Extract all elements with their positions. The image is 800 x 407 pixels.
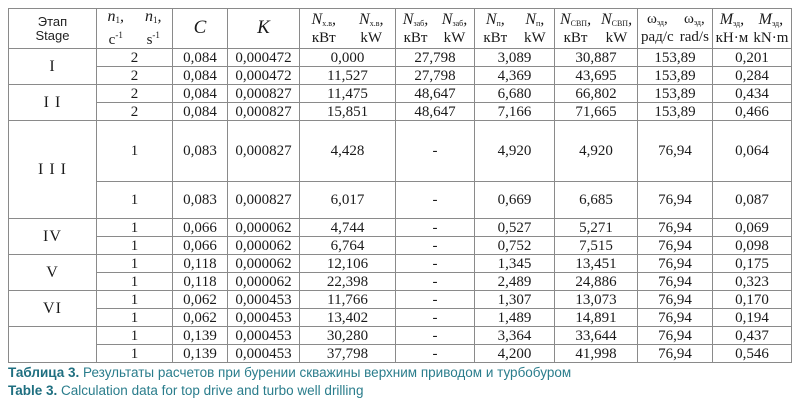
stage-cell: I I xyxy=(9,85,97,121)
table-row xyxy=(9,219,792,237)
cell-n1: 1 xyxy=(97,309,173,327)
cell-n1: 1 xyxy=(97,219,173,237)
cell-m: 0,437 xyxy=(713,327,792,345)
cell-nxv: 6,017 xyxy=(300,182,396,219)
cell-c: 0,139 xyxy=(173,327,228,345)
stage-cell: VI xyxy=(9,291,97,327)
cell-nsvp: 43,695 xyxy=(555,67,638,85)
cell-n1: 2 xyxy=(97,67,173,85)
table-row xyxy=(9,103,792,121)
cell-nxv: 11,475 xyxy=(300,85,396,103)
cell-k: 0,000062 xyxy=(228,219,300,237)
cell-c: 0,139 xyxy=(173,345,228,363)
cell-m: 0,098 xyxy=(713,237,792,255)
header-stage xyxy=(9,9,97,49)
cell-nzab: - xyxy=(396,327,475,345)
header-omega: $\omega_{эд}$, рад/с $\omega_{эд}$, rad/s xyxy=(638,9,713,49)
cell-m: 0,069 xyxy=(713,219,792,237)
cell-nzab: - xyxy=(396,273,475,291)
table-row xyxy=(9,49,792,67)
stage-cell: IV xyxy=(9,219,97,255)
cell-nn: 4,369 xyxy=(475,67,555,85)
cell-k: 0,000827 xyxy=(228,103,300,121)
cell-nzab: 27,798 xyxy=(396,49,475,67)
cell-nn: 0,669 xyxy=(475,182,555,219)
cell-c: 0,083 xyxy=(173,182,228,219)
cell-k: 0,000453 xyxy=(228,309,300,327)
cell-omega: 76,94 xyxy=(638,345,713,363)
cell-nxv: 15,851 xyxy=(300,103,396,121)
header-nzab: $N_{заб}$, кВт $N_{заб}$, kW xyxy=(396,9,475,49)
cell-n1: 1 xyxy=(97,237,173,255)
cell-c: 0,083 xyxy=(173,121,228,182)
cell-c: 0,062 xyxy=(173,309,228,327)
cell-k: 0,000827 xyxy=(228,85,300,103)
cell-nxv: 22,398 xyxy=(300,273,396,291)
cell-omega: 153,89 xyxy=(638,85,713,103)
cell-nsvp: 14,891 xyxy=(555,309,638,327)
cell-nn: 3,364 xyxy=(475,327,555,345)
calculation-data-table xyxy=(8,8,792,363)
cell-n1: 1 xyxy=(97,182,173,219)
cell-n1: 1 xyxy=(97,327,173,345)
cell-nn: 4,200 xyxy=(475,345,555,363)
caption-ru: Таблица 3. Результаты расчетов при бурении скважины верхним приводом и турбобуром xyxy=(8,365,572,380)
cell-m: 0,194 xyxy=(713,309,792,327)
cell-k: 0,000062 xyxy=(228,237,300,255)
cell-nn: 0,527 xyxy=(475,219,555,237)
table-row xyxy=(9,309,792,327)
cell-c: 0,066 xyxy=(173,237,228,255)
cell-nxv: 11,527 xyxy=(300,67,396,85)
cell-nn: 1,489 xyxy=(475,309,555,327)
table-caption xyxy=(8,364,571,400)
cell-c: 0,062 xyxy=(173,291,228,309)
cell-nzab: 27,798 xyxy=(396,67,475,85)
cell-nsvp: 6,685 xyxy=(555,182,638,219)
cell-n1: 1 xyxy=(97,255,173,273)
cell-omega: 76,94 xyxy=(638,255,713,273)
stage-cell: I xyxy=(9,49,97,85)
cell-nxv: 4,744 xyxy=(300,219,396,237)
caption-en: Table 3. Calculation data for top drive and turbo well drilling xyxy=(8,383,364,398)
cell-nsvp: 66,802 xyxy=(555,85,638,103)
cell-n1: 2 xyxy=(97,85,173,103)
cell-omega: 76,94 xyxy=(638,237,713,255)
cell-m: 0,466 xyxy=(713,103,792,121)
stage-label-en: Stage xyxy=(35,27,70,43)
header-row xyxy=(9,9,792,49)
header-nxv: $N_{х.в}$, кВт $N_{х.в}$, kW xyxy=(300,9,396,49)
cell-nzab: - xyxy=(396,309,475,327)
header-c: C xyxy=(173,9,228,49)
stage-label-ru: Этап xyxy=(37,13,68,29)
stage-cell: V xyxy=(9,255,97,291)
cell-omega: 76,94 xyxy=(638,273,713,291)
cell-k: 0,000827 xyxy=(228,121,300,182)
table-row xyxy=(9,237,792,255)
table-row xyxy=(9,85,792,103)
cell-nzab: - xyxy=(396,219,475,237)
header-n1: $n_1$, $c^{-1}$ $n_1$, $s^{-1}$ xyxy=(97,9,173,49)
cell-nzab: - xyxy=(396,182,475,219)
cell-c: 0,084 xyxy=(173,49,228,67)
cell-n1: 2 xyxy=(97,103,173,121)
cell-nsvp: 71,665 xyxy=(555,103,638,121)
table-row xyxy=(9,273,792,291)
cell-n1: 1 xyxy=(97,345,173,363)
cell-nn: 6,680 xyxy=(475,85,555,103)
cell-omega: 76,94 xyxy=(638,219,713,237)
cell-omega: 153,89 xyxy=(638,67,713,85)
cell-c: 0,084 xyxy=(173,85,228,103)
cell-k: 0,000062 xyxy=(228,273,300,291)
cell-nsvp: 13,451 xyxy=(555,255,638,273)
cell-omega: 76,94 xyxy=(638,309,713,327)
cell-c: 0,118 xyxy=(173,255,228,273)
cell-k: 0,000453 xyxy=(228,327,300,345)
cell-k: 0,000472 xyxy=(228,67,300,85)
table-row xyxy=(9,327,792,345)
cell-k: 0,000453 xyxy=(228,345,300,363)
cell-n1: 1 xyxy=(97,121,173,182)
cell-omega: 76,94 xyxy=(638,291,713,309)
cell-k: 0,000062 xyxy=(228,255,300,273)
cell-nsvp: 41,998 xyxy=(555,345,638,363)
table-body xyxy=(9,49,792,363)
cell-n1: 1 xyxy=(97,273,173,291)
cell-nzab: - xyxy=(396,121,475,182)
cell-nzab: - xyxy=(396,255,475,273)
cell-nsvp: 5,271 xyxy=(555,219,638,237)
table-row xyxy=(9,182,792,219)
cell-nxv: 12,106 xyxy=(300,255,396,273)
cell-nzab: 48,647 xyxy=(396,103,475,121)
cell-nn: 7,166 xyxy=(475,103,555,121)
cell-nzab: - xyxy=(396,237,475,255)
cell-nn: 1,307 xyxy=(475,291,555,309)
table-row xyxy=(9,345,792,363)
cell-nn: 1,345 xyxy=(475,255,555,273)
cell-m: 0,087 xyxy=(713,182,792,219)
stage-cell xyxy=(9,327,97,363)
cell-m: 0,175 xyxy=(713,255,792,273)
table-row xyxy=(9,67,792,85)
cell-nxv: 37,798 xyxy=(300,345,396,363)
cell-nxv: 6,764 xyxy=(300,237,396,255)
cell-nn: 3,089 xyxy=(475,49,555,67)
cell-c: 0,084 xyxy=(173,67,228,85)
cell-k: 0,000472 xyxy=(228,49,300,67)
cell-nzab: - xyxy=(396,291,475,309)
cell-n1: 1 xyxy=(97,291,173,309)
cell-nxv: 13,402 xyxy=(300,309,396,327)
cell-nxv: 11,766 xyxy=(300,291,396,309)
table-row xyxy=(9,291,792,309)
cell-nzab: - xyxy=(396,345,475,363)
cell-nsvp: 7,515 xyxy=(555,237,638,255)
cell-omega: 76,94 xyxy=(638,182,713,219)
cell-nsvp: 4,920 xyxy=(555,121,638,182)
cell-c: 0,084 xyxy=(173,103,228,121)
header-k: K xyxy=(228,9,300,49)
cell-m: 0,546 xyxy=(713,345,792,363)
cell-nsvp: 13,073 xyxy=(555,291,638,309)
cell-n1: 2 xyxy=(97,49,173,67)
cell-m: 0,323 xyxy=(713,273,792,291)
cell-k: 0,000827 xyxy=(228,182,300,219)
cell-omega: 153,89 xyxy=(638,49,713,67)
table-row xyxy=(9,255,792,273)
header-m: $M_{эд}$, кН·м $M_{эд}$, kN·m xyxy=(713,9,792,49)
cell-m: 0,284 xyxy=(713,67,792,85)
cell-nn: 2,489 xyxy=(475,273,555,291)
cell-k: 0,000453 xyxy=(228,291,300,309)
cell-m: 0,434 xyxy=(713,85,792,103)
cell-nn: 0,752 xyxy=(475,237,555,255)
cell-m: 0,170 xyxy=(713,291,792,309)
cell-nn: 4,920 xyxy=(475,121,555,182)
cell-nxv: 30,280 xyxy=(300,327,396,345)
cell-m: 0,064 xyxy=(713,121,792,182)
cell-nzab: 48,647 xyxy=(396,85,475,103)
cell-omega: 76,94 xyxy=(638,121,713,182)
table-row xyxy=(9,121,792,182)
header-nn: $N_п$, кВт $N_п$, kW xyxy=(475,9,555,49)
stage-cell: I I I xyxy=(9,121,97,219)
cell-c: 0,066 xyxy=(173,219,228,237)
cell-nxv: 0,000 xyxy=(300,49,396,67)
cell-m: 0,201 xyxy=(713,49,792,67)
cell-nsvp: 33,644 xyxy=(555,327,638,345)
cell-c: 0,118 xyxy=(173,273,228,291)
cell-omega: 153,89 xyxy=(638,103,713,121)
cell-nsvp: 24,886 xyxy=(555,273,638,291)
header-nsvp: $N_{СВП}$, кВт $N_{СВП}$, kW xyxy=(555,9,638,49)
cell-omega: 76,94 xyxy=(638,327,713,345)
cell-nsvp: 30,887 xyxy=(555,49,638,67)
cell-nxv: 4,428 xyxy=(300,121,396,182)
